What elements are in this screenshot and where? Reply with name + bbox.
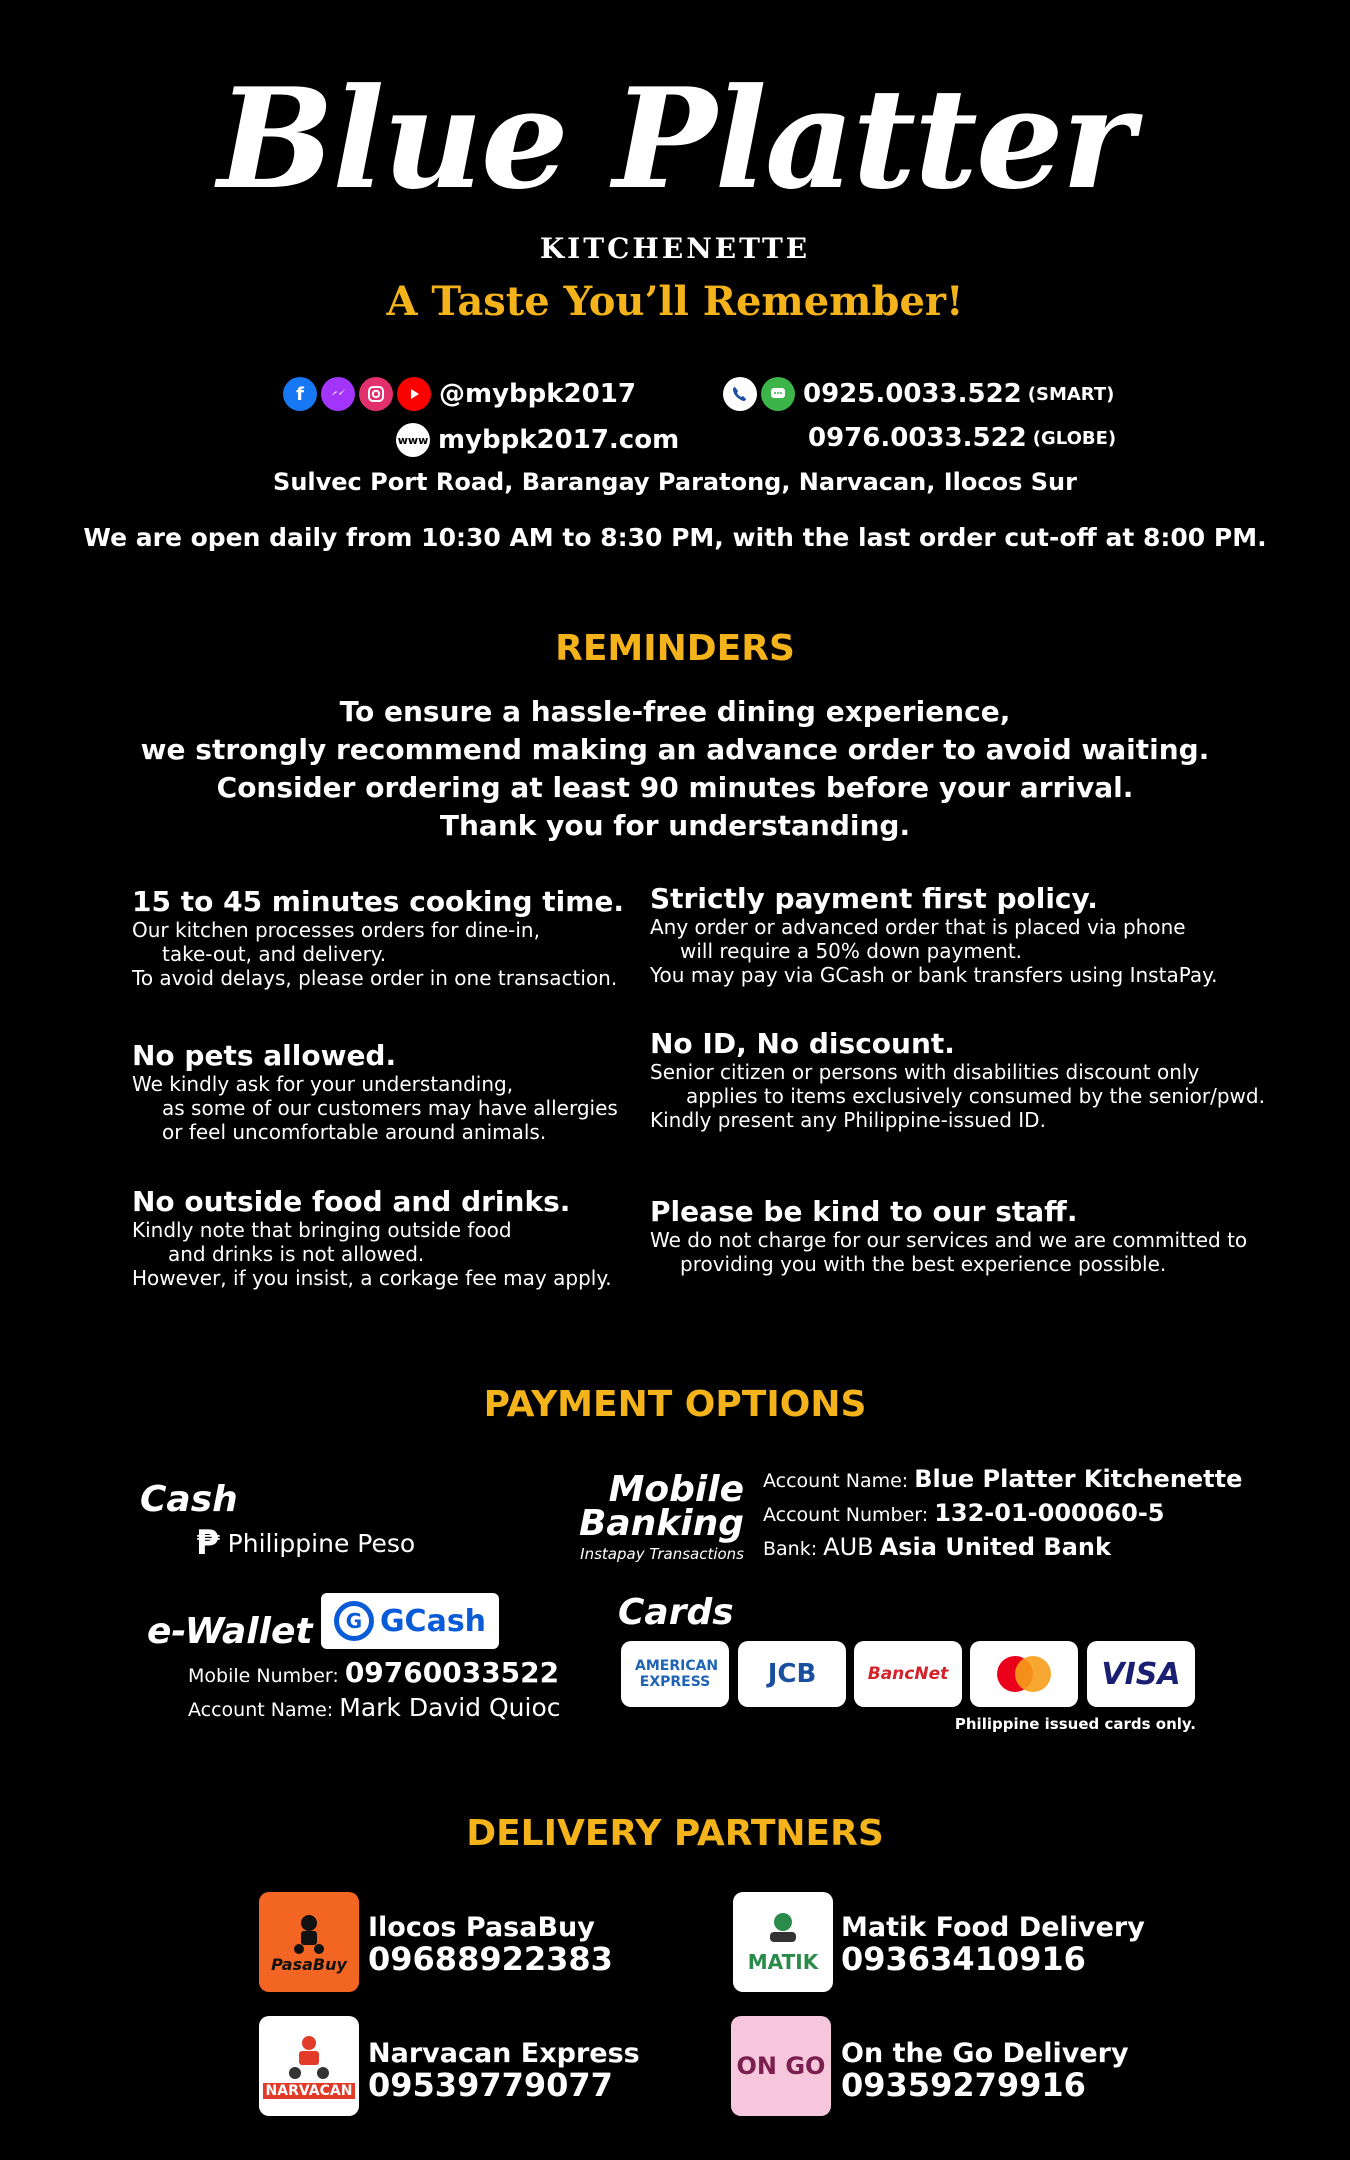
mobile-banking-label-line: Mobile [608,1469,744,1510]
bank-account-details [763,1463,1242,1565]
reminders-title: REMINDERS [555,628,795,669]
jcb-text: JCB [767,1659,817,1689]
phone-globe-tag: (GLOBE) [1032,427,1117,449]
bank-account-name: Blue Platter Kitchenette [914,1465,1243,1493]
rule-line: take-out, and delivery. [162,942,387,966]
mastercard-logo [970,1641,1078,1707]
amex-text: AMERICAN EXPRESS [635,1658,719,1690]
social-row [283,377,636,411]
bank-name: Asia United Bank [879,1533,1111,1561]
youtube-icon[interactable] [397,377,431,411]
messenger-icon[interactable] [321,377,355,411]
partner-phone[interactable]: 09359279916 [841,2066,1086,2104]
rule-line: Any order or advanced order that is placed via phone [650,915,1186,939]
delivery-title: DELIVERY PARTNERS [466,1813,884,1854]
payment-title: PAYMENT OPTIONS [483,1384,867,1425]
reminder-line: To ensure a hassle-free dining experience, [339,695,1011,728]
rule-line: Our kitchen processes orders for dine-in, [132,918,540,942]
rule-title: Strictly payment first policy. [650,882,1098,915]
phone-globe-row [808,423,1116,453]
bancnet-text: BancNet [867,1664,949,1684]
brand-subtitle: KITCHENETTE [539,232,811,265]
rule-title: No ID, No discount. [650,1027,955,1060]
rule-line: will require a 50% down payment. [680,939,1023,963]
reminder-line: we strongly recommend making an advance order to avoid waiting. [140,733,1210,766]
rule-title: No pets allowed. [132,1039,397,1072]
address: Sulvec Port Road, Barangay Paratong, Narvacan, Ilocos Sur [273,468,1077,496]
partner-ilocos-pasabuy [368,1912,613,1978]
field-label: Mobile Number: [188,1665,339,1687]
partner-phone[interactable]: 09688922383 [368,1940,613,1978]
bank-code: AUB [823,1533,874,1561]
phone-icon [723,377,757,411]
partner-name: Ilocos PasaBuy [368,1912,595,1943]
rule-line: You may pay via GCash or bank transfers using InstaPay. [650,963,1218,987]
partner-name: Matik Food Delivery [841,1912,1145,1943]
rule-line: However, if you insist, a corkage fee may apply. [132,1266,612,1290]
facebook-icon[interactable]: f [283,377,317,411]
partner-phone[interactable]: 09363410916 [841,1940,1086,1978]
partner-matik [841,1912,1145,1978]
ewallet-details [188,1657,561,1726]
gcash-icon: G [334,1601,374,1641]
phone-globe[interactable]: 0976.0033.522 [808,423,1027,453]
mobile-banking-label-line: Banking [578,1503,744,1544]
on-the-go-logo-text: ON GO [736,2052,826,2080]
partner-name: Narvacan Express [368,2038,640,2069]
mobile-banking-label [560,1469,744,1544]
field-label: Account Number: [763,1504,929,1526]
gcash-logo [321,1593,499,1649]
bank-account-number: 132-01-000060-5 [934,1499,1165,1527]
phone-smart-tag: (SMART) [1027,383,1115,405]
scooter-icon [281,2033,337,2083]
rule-line: providing you with the best experience possible. [680,1252,1167,1276]
bank-account-number-row [763,1497,1242,1531]
field-label: Account Name: [763,1470,909,1492]
ewallet-mobile-number: 09760033522 [344,1656,560,1689]
rule-line: We kindly ask for your understanding, [132,1072,514,1096]
ewallet-label: e-Wallet [147,1611,313,1652]
rule-be-kind [650,1196,1290,1276]
instagram-icon[interactable] [359,377,393,411]
cash-detail-row [196,1523,415,1563]
bank-name-row [763,1531,1242,1565]
bancnet-logo [854,1641,962,1707]
cash-label: Cash [140,1479,238,1520]
field-label: Bank: [763,1538,818,1560]
reminder-line: Thank you for understanding. [439,809,911,842]
gcash-name: GCash [379,1603,487,1639]
peso-icon: ₱ [196,1523,220,1563]
website-row [396,423,679,457]
ewallet-account-name: Mark David Quioc [339,1693,561,1722]
rule-line: Kindly note that bringing outside food [132,1218,512,1242]
reminders-intro [0,693,1350,845]
rule-line: as some of our customers may have allergies [162,1096,618,1120]
reminder-line: Consider ordering at least 90 minutes before your arrival. [216,771,1134,804]
on-the-go-logo [731,2016,831,2116]
rule-line: We do not charge for our services and we are committed to [650,1228,1248,1252]
partner-narvacan-express [368,2038,640,2104]
visa-logo [1087,1641,1195,1707]
tagline: A Taste You’ll Remember! [386,278,964,325]
rule-line: applies to items exclusively consumed by the senior/pwd. [686,1084,1265,1108]
ewallet-account-row [188,1692,561,1726]
rule-line: To avoid delays, please order in one transaction. [132,966,618,990]
matik-logo-text: MATIK [747,1950,819,1974]
rule-payment-first [650,883,1270,987]
phone-smart[interactable]: 0925.0033.522 [803,379,1022,409]
matik-logo [733,1892,833,1992]
cards-note: Philippine issued cards only. [954,1715,1196,1733]
rule-no-id [650,1028,1270,1132]
visa-text: VISA [1101,1656,1181,1692]
message-icon [761,377,795,411]
narvacan-express-logo [259,2016,359,2116]
narvacan-logo-text: NARVACAN [263,2083,356,2099]
rule-title: No outside food and drinks. [132,1185,571,1218]
phone-smart-row [723,377,1114,411]
rider-icon [287,1911,331,1955]
opening-hours: We are open daily from 10:30 AM to 8:30 PM, with the last order cut-off at 8:00 PM. [83,523,1267,552]
rule-line: or feel uncomfortable around animals. [162,1120,547,1144]
bank-account-name-row [763,1463,1242,1497]
pasabuy-logo [259,1892,359,1992]
social-handle: @mybpk2017 [439,379,636,409]
globe-icon: www [396,423,430,457]
rule-title: Please be kind to our staff. [650,1195,1078,1228]
amex-logo [621,1641,729,1707]
pasabuy-logo-text: PasaBuy [271,1954,347,1974]
partner-name: On the Go Delivery [841,2038,1129,2069]
field-label: Account Name: [188,1699,334,1721]
matik-rider-icon [758,1910,808,1950]
rule-line: and drinks is not allowed. [168,1242,425,1266]
jcb-logo [738,1641,846,1707]
rule-line: Senior citizen or persons with disabilities discount only [650,1060,1200,1084]
cards-label: Cards [618,1592,734,1633]
mobile-banking-sub: Instapay Transactions [580,1545,744,1563]
cash-detail: Philippine Peso [227,1528,416,1558]
rule-line: Kindly present any Philippine-issued ID. [650,1108,1046,1132]
ewallet-mobile-row [188,1657,561,1692]
partner-phone[interactable]: 09539779077 [368,2066,613,2104]
mastercard-icon [989,1652,1059,1696]
partner-on-the-go [841,2038,1129,2104]
website-link[interactable]: mybpk2017.com [438,425,680,455]
rule-title: 15 to 45 minutes cooking time. [132,885,625,918]
brand-logo: Blue Platter [217,57,1133,220]
